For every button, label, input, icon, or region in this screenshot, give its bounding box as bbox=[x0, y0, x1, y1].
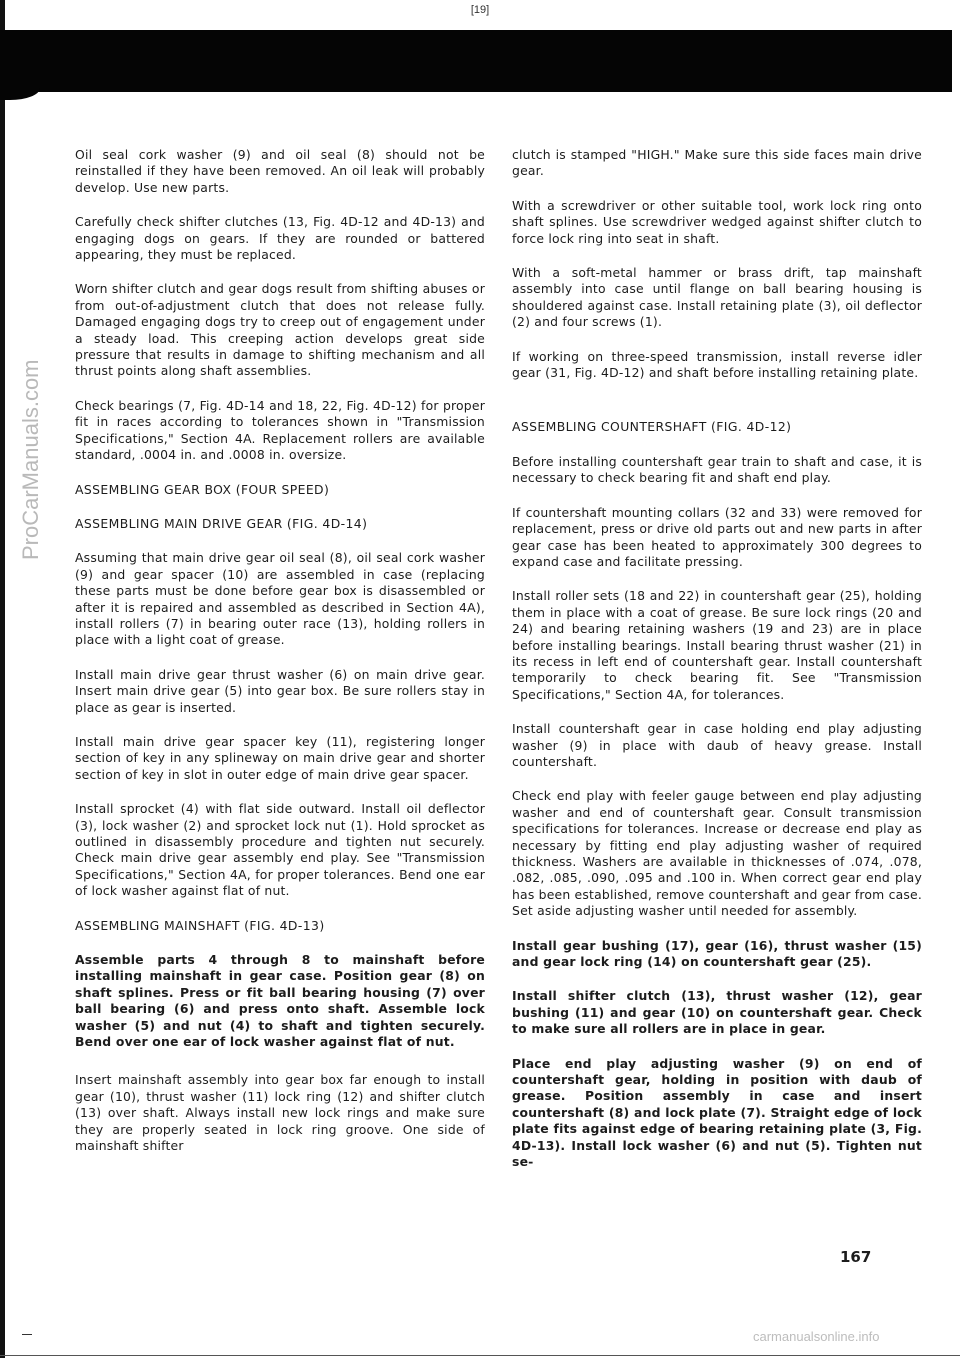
section-heading: ASSEMBLING MAIN DRIVE GEAR (FIG. 4D-14) bbox=[75, 515, 368, 531]
paragraph: If countershaft mounting collars (32 and 33) were removed for replacement, press or drive old parts out and new parts in after gear case has been heated to approximately 300 degrees to expand case and facilitate pressing. bbox=[512, 504, 922, 569]
bottom-rule bbox=[0, 1355, 960, 1356]
header-band-curve bbox=[0, 88, 40, 100]
paragraph: With a soft-metal hammer or brass drift, tap mainshaft assembly into case until flange on ball bearing housing is shouldered against case. Install retaining plate (3), oil deflector (2) and four screws (1). bbox=[512, 265, 922, 330]
paragraph: Carefully check shifter clutches (13, Fig. 4D-12 and 4D-13) and engaging dogs on gears. If they are rounded or battered appearing, they must be replaced. bbox=[75, 214, 485, 263]
paragraph: Install sprocket (4) with flat side outward. Install oil deflector (3), lock washer (2) and sprocket lock nut (1). Hold sprocket as outlined in disassembly procedure and tighten nut securely. Check main drive gear assembly end play. See "Transmission Specifications," Section 4A, for proper tolerances. Bend one ear of lock washer against flat of nut. bbox=[75, 801, 485, 899]
page-label: [19] bbox=[470, 4, 490, 16]
paragraph: Place end play adjusting washer (9) on end of countershaft gear, holding in position with daub of grease. Position assembly in case and insert countershaft (8) and lock plate (7). Straight edge of lock plate fits against edge of bearing retaining plate (3, Fig. 4D-13). Install lock washer (6) and nut (5). Tighten nut se- bbox=[512, 1055, 922, 1170]
paragraph: Install shifter clutch (13), thrust washer (12), gear bushing (11) and gear (10) on countershaft gear. Check to make sure all rollers are in place in gear. bbox=[512, 988, 922, 1037]
section-heading: ASSEMBLING COUNTERSHAFT (FIG. 4D-12) bbox=[512, 419, 792, 435]
paragraph: Assemble parts 4 through 8 to mainshaft before installing mainshaft in gear case. Position gear (8) on shaft splines. Press or fit ball bearing housing (7) over ball bearing (6) and press onto shaft. Assemble lock washer (5) and nut (4) to shaft and tighten securely. Bend over one ear of lock washer against flat of nut. bbox=[75, 952, 485, 1050]
margin-dash bbox=[22, 1334, 32, 1335]
paragraph: Install main drive gear thrust washer (6) on main drive gear. Insert main drive gear (5) into gear box. Be sure rollers stay in place as gear is inserted. bbox=[75, 666, 485, 715]
paragraph: clutch is stamped "HIGH." Make sure this side faces main drive gear. bbox=[512, 147, 922, 179]
page-number: 167 bbox=[840, 1248, 872, 1266]
paragraph: Oil seal cork washer (9) and oil seal (8) should not be reinstalled if they have been removed. An oil leak will probably develop. Use new parts. bbox=[75, 147, 485, 195]
paragraph: Install gear bushing (17), gear (16), thrust washer (15) and gear lock ring (14) on countershaft gear (25). bbox=[512, 937, 922, 970]
paragraph: Insert mainshaft assembly into gear box far enough to install gear (10), thrust washer (11) lock ring (12) and shifter clutch (13) over shaft. Always install new lock rings and make sure they are properly seated in lock ring groove. One side of mainshaft shifter bbox=[75, 1072, 485, 1154]
section-heading: ASSEMBLING GEAR BOX (FOUR SPEED) bbox=[75, 481, 330, 497]
paragraph: Install countershaft gear in case holding end play adjusting washer (9) in place with daub of heavy grease. Install countershaft. bbox=[512, 721, 922, 769]
header-band bbox=[0, 30, 952, 92]
paragraph: Assuming that main drive gear oil seal (8), oil seal cork washer (9) and gear spacer (10) are assembled in case (replacing these parts must be done before gear box is disassembled or after it is repaired and assembled as described in Section 4A), install rollers (7) in bearing outer race (13), holding rollers in place with a light coat of grease. bbox=[75, 550, 485, 648]
paragraph: Check end play with feeler gauge between end play adjusting washer and end of countershaft gear. Consult transmission specifications for tolerances. Increase or decrease end play as necessary by fitting end play adjusting washer of required thickness. Washers are available in thicknesses of .074, .078, .082, .085, .090, .095 and .100 in. When correct gear end play has been established, remove countershaft and gear from case. Set aside adjusting washer until needed for assembly. bbox=[512, 788, 922, 919]
side-watermark: ProCarManuals.com bbox=[18, 359, 43, 560]
paragraph: With a screwdriver or other suitable tool, work lock ring onto shaft splines. Use screwdriver wedged against shifter clutch to force lock ring into seat in shaft. bbox=[512, 197, 922, 246]
bottom-watermark: carmanualsonline.info bbox=[753, 1329, 880, 1344]
paragraph: Check bearings (7, Fig. 4D-14 and 18, 22, Fig. 4D-12) for proper fit in races according to tolerances shown in "Transmission Specifications," Section 4A. Replacement rollers are available standard, .0004 in. and .0008 in. oversize. bbox=[75, 397, 485, 463]
left-page-border bbox=[0, 0, 5, 1358]
right-text-column bbox=[512, 147, 922, 1189]
left-text-column bbox=[75, 147, 485, 1173]
paragraph: Before installing countershaft gear train to shaft and case, it is necessary to check bearing fit and shaft end play. bbox=[512, 453, 922, 486]
paragraph: Worn shifter clutch and gear dogs result from shifting abuses or from out-of-adjustment clutch that does not release fully. Damaged engaging dogs try to creep out of engagement under a steady load. This creeping action develops great side pressure that results in damage to shifting mechanism and all thrust points along shaft assemblies. bbox=[75, 281, 485, 379]
paragraph: Install roller sets (18 and 22) in countershaft gear (25), holding them in place with a coat of grease. Be sure lock rings (20 and 24) and bearing retaining washers (19 and 23) are in place before installing bearings. Install bearing thrust washer (21) in its recess in left end of countershaft gear. Install countershaft temporarily to check bearing fit. See "Transmission Specifications," Section 4A, for tolerances. bbox=[512, 588, 922, 702]
section-heading: ASSEMBLING MAINSHAFT (FIG. 4D-13) bbox=[75, 917, 325, 933]
paragraph: Install main drive gear spacer key (11), registering longer section of key in any splineway on main drive gear and shorter section of key in slot in outer edge of main drive gear spacer. bbox=[75, 733, 485, 782]
paragraph: If working on three-speed transmission, install reverse idler gear (31, Fig. 4D-12) and shaft before installing retaining plate. bbox=[512, 348, 922, 381]
